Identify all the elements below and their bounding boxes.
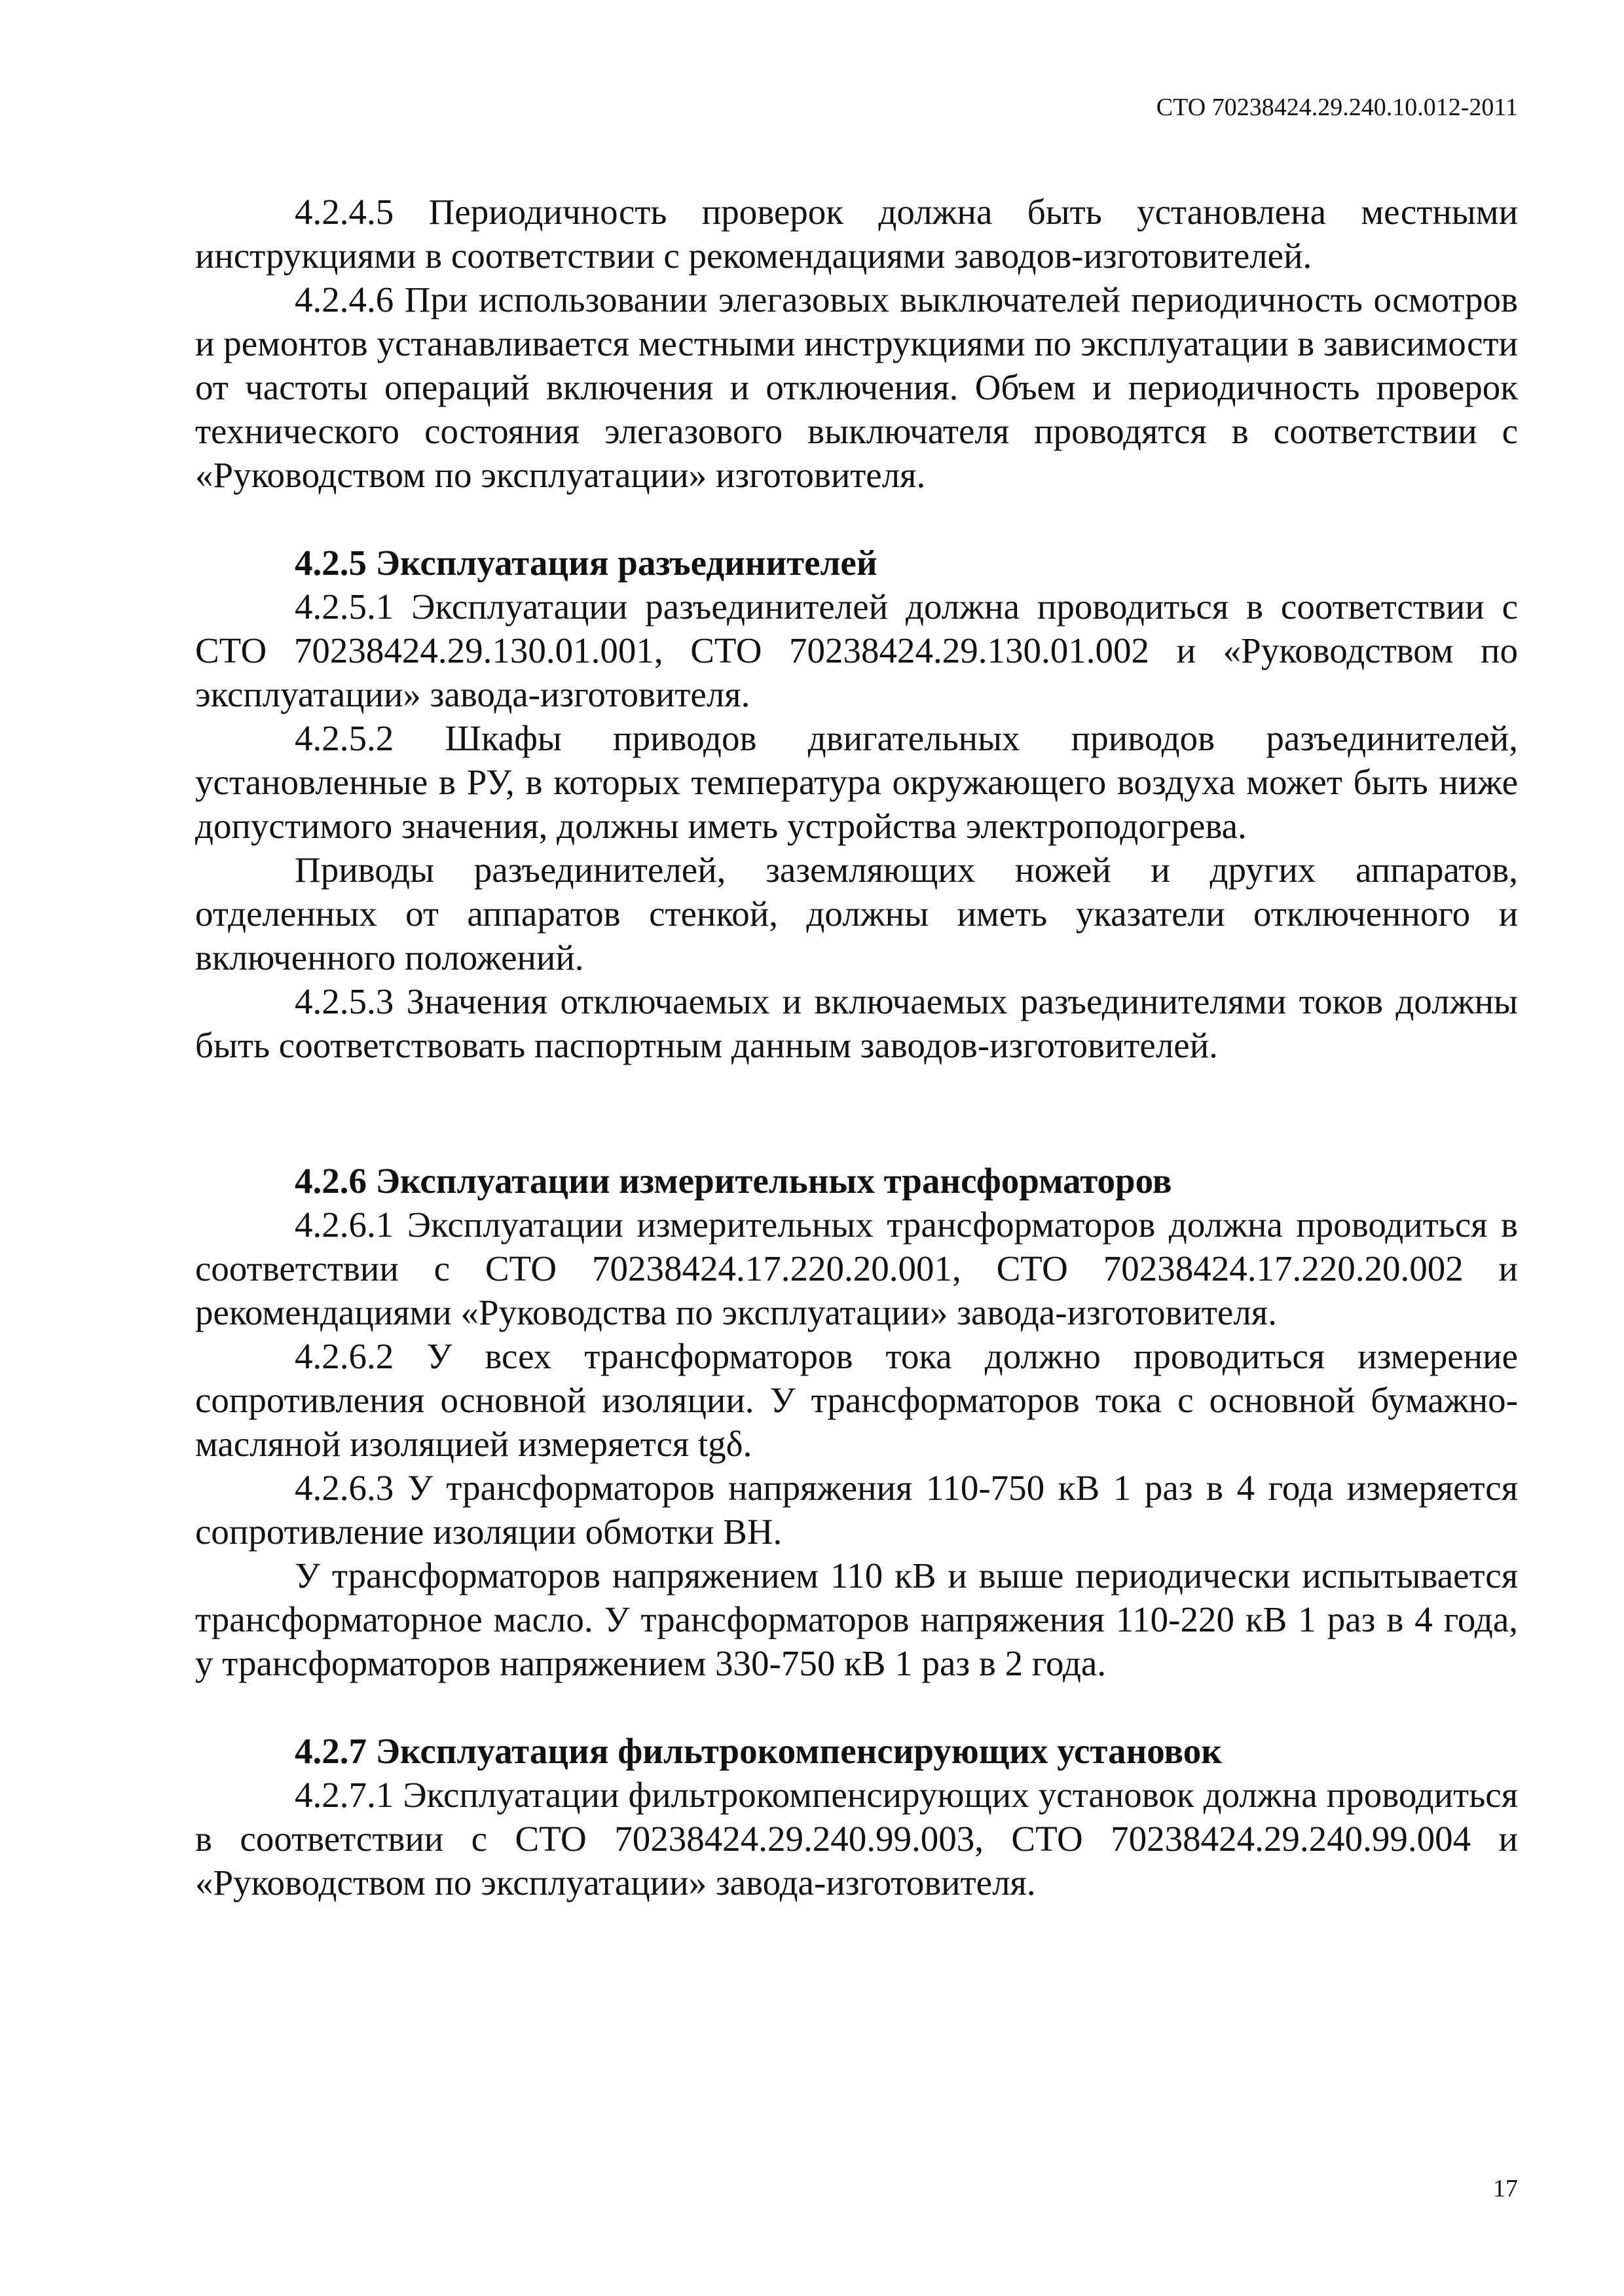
paragraph-4-2-6-3-continued: У трансформаторов напряжением 110 кВ и выше периодически испытывается трансформаторное масло. У трансформаторов напряжения 110-220 кВ 1 раз в 4 года, у трансформаторов напряжением 330-750 кВ 1 раз в 2 года. [195,1556,1518,1683]
paragraph-4-2-7-1: 4.2.7.1 Эксплуатации фильтрокомпенсирующих установок должна проводиться в соответствии с СТО 70238424.29.240.99.003, СТО 70238424.29.240.99.004 и «Руководством по эксплуатации» завода-изготовителя. [195,1775,1518,1903]
paragraph-4-2-5-2-continued: Приводы разъединителей, заземляющих ножей и других аппаратов, отделенных от аппаратов стенкой, должны иметь указатели отключенного и включенного положений. [195,850,1518,977]
paragraph-4-2-6-2: 4.2.6.2 У всех трансформаторов тока должно проводиться измерение сопротивления основной изоляции. У трансформаторов тока с основной бумажно-масляной изоляцией измеряется tgδ. [195,1336,1518,1464]
spacer [195,497,1518,541]
paragraph-4-2-5-2: 4.2.5.2 Шкафы приводов двигательных приводов разъединителей, установленные в РУ, в которых температура окружающего воздуха может быть ниже допустимого значения, должны иметь устройства электроподогрева. [195,718,1518,846]
document-body [195,190,1518,1904]
spacer [195,1067,1518,1159]
paragraph-4-2-6-1: 4.2.6.1 Эксплуатации измерительных трансформаторов должна проводиться в соответствии с СТО 70238424.17.220.20.001, СТО 70238424.17.220.20.002 и рекомендациями «Руководства по эксплуатации» завода-изготовителя. [195,1205,1518,1332]
section-heading-4-2-7: 4.2.7 Эксплуатация фильтрокомпенсирующих установок [295,1731,1222,1771]
page-number: 17 [1493,2175,1518,2202]
section-heading-4-2-6: 4.2.6 Эксплуатации измерительных трансформаторов [295,1161,1172,1201]
paragraph-4-2-4-6: 4.2.4.6 При использовании элегазовых выключателей периодичность осмотров и ремонтов устанавливается местными инструкциями по эксплуатации в зависимости от частоты операций включения и отключения. Объем и периодичность проверок технического состояния элегазового выключателя проводятся в соответствии с «Руководством по эксплуатации» изготовителя. [195,280,1518,495]
paragraph-4-2-4-5: 4.2.4.5 Периодичность проверок должна быть установлена местными инструкциями в соответствии с рекомендациями заводов-изготовителей. [195,192,1518,276]
section-heading-4-2-5: 4.2.5 Эксплуатация разъединителей [295,543,877,583]
paragraph-4-2-6-3: 4.2.6.3 У трансформаторов напряжения 110-750 кВ 1 раз в 4 года измеряется сопротивление изоляции обмотки ВН. [195,1468,1518,1552]
spacer [195,1685,1518,1729]
document-code-header: СТО 70238424.29.240.10.012-2011 [1156,94,1518,121]
paragraph-4-2-5-1: 4.2.5.1 Эксплуатации разъединителей должна проводиться в соответствии с СТО 70238424.29.130.01.001, СТО 70238424.29.130.01.002 и «Руководством по эксплуатации» завода-изготовителя. [195,587,1518,714]
paragraph-4-2-5-3: 4.2.5.3 Значения отключаемых и включаемых разъединителями токов должны быть соответствовать паспортным данным заводов-изготовителей. [195,981,1518,1065]
